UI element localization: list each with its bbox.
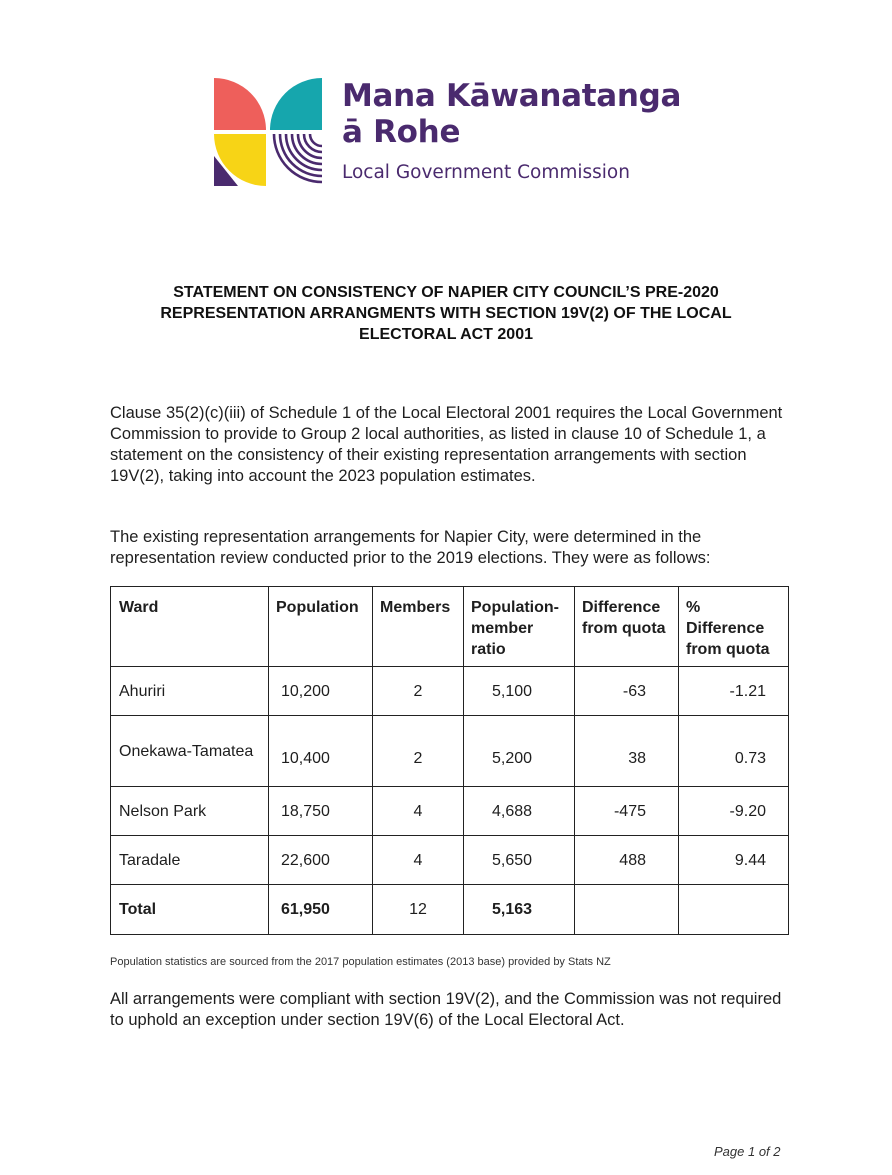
table-row — [111, 787, 789, 836]
cell-difference: 38 — [575, 716, 679, 787]
cell-difference: -475 — [575, 787, 679, 836]
cell-ratio: 5,200 — [464, 716, 575, 787]
conclusion-paragraph: All arrangements were compliant with section 19V(2), and the Commission was not required to uphold an exception under section 19V(6) of the Local Electoral Act. — [110, 990, 782, 1029]
title-line-3: ELECTORAL ACT 2001 — [359, 326, 533, 343]
context-paragraph: The existing representation arrangements for Napier City, were determined in the representation review conducted prior to the 2019 elections. They were as follows: — [110, 528, 711, 567]
cell-population: 22,600 — [269, 836, 373, 885]
cell-population: 18,750 — [269, 787, 373, 836]
cell-members: 2 — [373, 716, 464, 787]
header-population: Population — [269, 587, 373, 667]
logo-english-name: Local Government Commission — [342, 162, 630, 183]
logo-maori-name-line2: ā Rohe — [342, 114, 461, 150]
logo-wordmark — [342, 78, 681, 183]
cell-members: 4 — [373, 836, 464, 885]
logo — [214, 78, 684, 188]
cell-ratio: 5,100 — [464, 667, 575, 716]
cell-total-label: Total — [111, 885, 269, 935]
table-row — [111, 716, 789, 787]
cell-ratio: 4,688 — [464, 787, 575, 836]
page-number: Page 1 of 2 — [714, 1144, 781, 1159]
table-row — [111, 667, 789, 716]
header-ward: Ward — [111, 587, 269, 667]
cell-ward: Taradale — [111, 836, 269, 885]
cell-total-pct-difference — [679, 885, 789, 935]
cell-pct-difference: -9.20 — [679, 787, 789, 836]
title-line-2: REPRESENTATION ARRANGMENTS WITH SECTION 19V(2) OF THE LOCAL — [160, 305, 732, 322]
cell-pct-difference: 9.44 — [679, 836, 789, 885]
header-pct-difference: % Difference from quota — [679, 587, 789, 667]
cell-population: 10,200 — [269, 667, 373, 716]
table-header-row — [111, 587, 789, 667]
logo-maori-name-line1: Mana Kāwanatanga — [342, 78, 682, 114]
header-difference: Difference from quota — [575, 587, 679, 667]
representation-table — [110, 586, 789, 935]
title-line-1: STATEMENT ON CONSISTENCY OF NAPIER CITY COUNCIL’S PRE-2020 — [173, 284, 719, 301]
cell-ratio: 5,650 — [464, 836, 575, 885]
cell-total-ratio: 5,163 — [464, 885, 575, 935]
cell-pct-difference: 0.73 — [679, 716, 789, 787]
intro-paragraph: Clause 35(2)(c)(iii) of Schedule 1 of the Local Electoral 2001 requires the Local Government Commission to provide to Group 2 local authorities, as listed in clause 10 of Schedule 1, a statement on the consistency of their existing representation arrangements with section 19V(2), taking into account the 2023 population estimates. — [110, 404, 783, 485]
cell-difference: -63 — [575, 667, 679, 716]
cell-total-difference — [575, 885, 679, 935]
cell-total-members: 12 — [373, 885, 464, 935]
cell-ward: Ahuriri — [111, 667, 269, 716]
header-members: Members — [373, 587, 464, 667]
cell-difference: 488 — [575, 836, 679, 885]
header-ratio: Population-member ratio — [464, 587, 575, 667]
lgc-logo-mark — [214, 78, 322, 186]
cell-population: 10,400 — [269, 716, 373, 787]
cell-members: 4 — [373, 787, 464, 836]
source-note: Population statistics are sourced from the 2017 population estimates (2013 base) provided by Stats NZ — [110, 956, 611, 968]
table-total-row — [111, 885, 789, 935]
document-title — [110, 282, 782, 345]
cell-members: 2 — [373, 667, 464, 716]
table-row — [111, 836, 789, 885]
cell-ward: Onekawa-Tamatea — [111, 716, 269, 787]
cell-pct-difference: -1.21 — [679, 667, 789, 716]
cell-ward: Nelson Park — [111, 787, 269, 836]
cell-total-population: 61,950 — [269, 885, 373, 935]
